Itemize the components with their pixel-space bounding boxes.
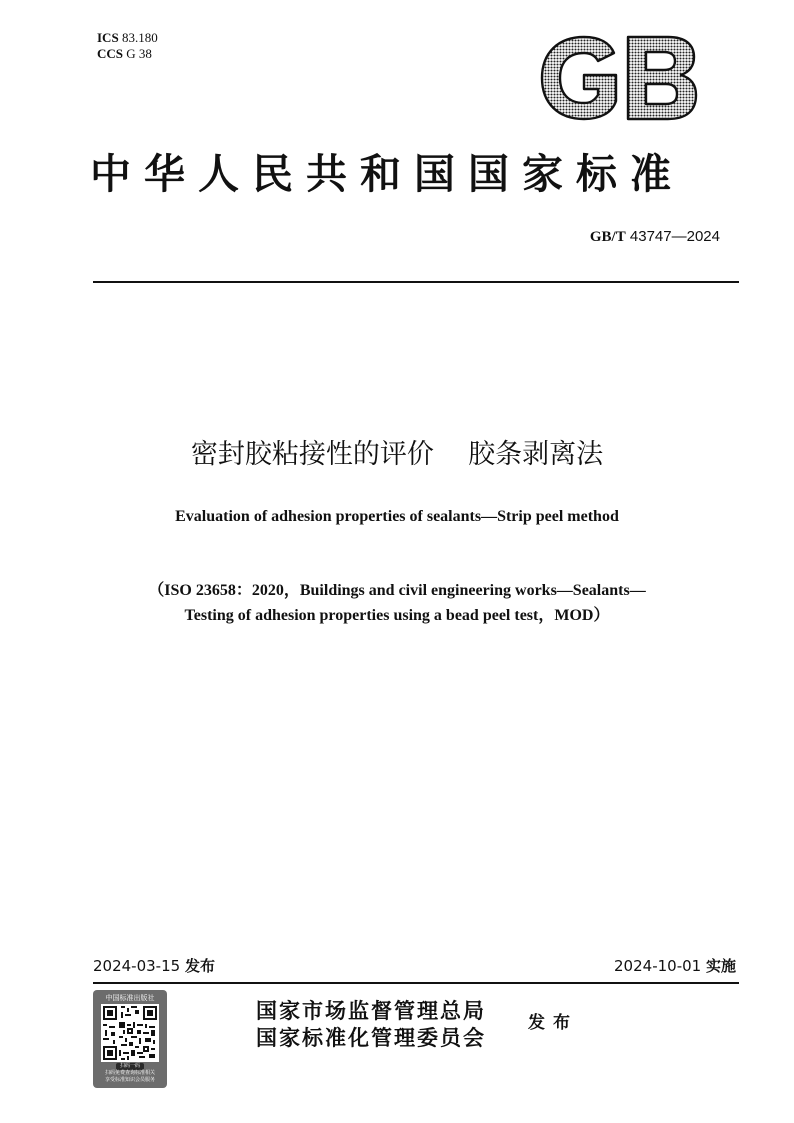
- ccs-code: [97, 46, 158, 62]
- footer-divider: [93, 982, 739, 984]
- iso-reference: [0, 578, 794, 628]
- standard-prefix: GB/T: [589, 229, 626, 245]
- standard-code: 43747—2024: [629, 228, 720, 245]
- issue-label: 发布: [184, 957, 215, 975]
- header-divider: [93, 281, 739, 283]
- qr-caption-line1: 扫码免费查询标准相关: [104, 1070, 155, 1076]
- qr-caption: [93, 1063, 167, 1084]
- implementation-label: 实施: [705, 957, 736, 975]
- ics-code: [97, 30, 158, 46]
- ccs-value: G 38: [126, 46, 152, 61]
- ics-value: 83.180: [121, 30, 158, 45]
- gb-logo: [538, 33, 698, 123]
- issuer-line1: 国家市场监督管理总局: [256, 999, 486, 1023]
- iso-reference-line1: （ISO 23658：2020，Buildings and civil engineering works—Sealants—: [148, 582, 646, 599]
- chinese-title: 密封胶粘接性的评价 胶条剥离法: [190, 439, 604, 470]
- issue-date-value: 2024-03-15: [93, 957, 181, 975]
- qr-code-block[interactable]: [93, 990, 167, 1088]
- classification-codes: [97, 30, 158, 62]
- implementation-date: [614, 956, 736, 976]
- standard-number: [590, 227, 720, 247]
- issue-date: [93, 956, 215, 976]
- iso-reference-line2: Testing of adhesion properties using a bead peel test，MOD）: [184, 607, 610, 624]
- qr-scan-label: 扫码一码: [116, 1063, 144, 1070]
- ics-label: ICS: [97, 30, 119, 45]
- qr-caption-line2: 享受标准知识会员服务: [104, 1077, 155, 1083]
- issuer-line2: 国家标准化管理委员会: [256, 1026, 486, 1050]
- issuing-authorities: [256, 998, 486, 1052]
- national-standard-title: 中华人民共和国国家标准: [90, 150, 684, 198]
- publish-label: 发布: [528, 1013, 578, 1033]
- qr-code[interactable]: [101, 1004, 159, 1062]
- qr-top-label: 中国标准出版社: [105, 994, 155, 1002]
- english-title: Evaluation of adhesion properties of sealants—Strip peel method: [175, 508, 619, 525]
- implementation-date-value: 2024-10-01: [614, 957, 702, 975]
- ccs-label: CCS: [97, 46, 124, 61]
